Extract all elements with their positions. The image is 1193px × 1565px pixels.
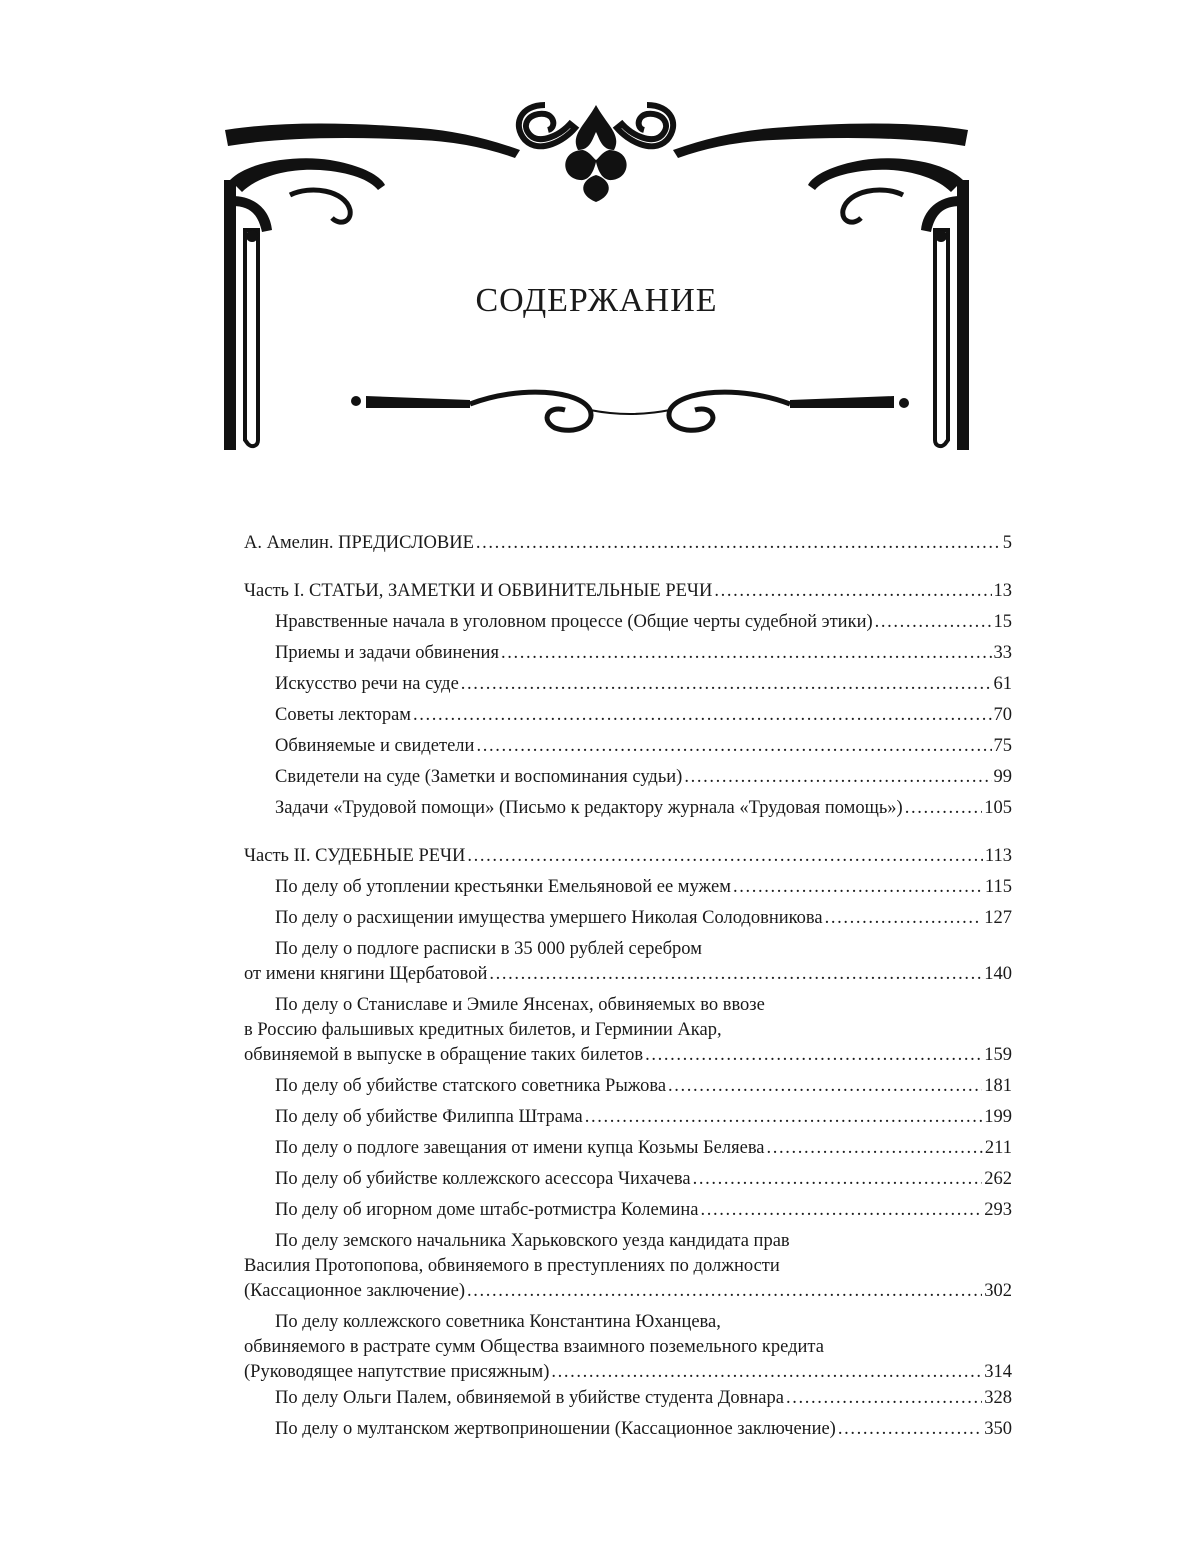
dot-leader [413, 703, 991, 728]
toc-page-number: 33 [993, 643, 1012, 663]
frame-lower-right-dot [899, 398, 909, 408]
toc-entry[interactable] [244, 1074, 1012, 1099]
toc-page-number: 199 [984, 1107, 1012, 1127]
toc-entry-title: (Кассационное заключение) [244, 1281, 466, 1301]
toc-page-number: 211 [984, 1138, 1012, 1158]
dot-leader [825, 906, 983, 931]
toc-section [244, 531, 1012, 556]
dot-leader [551, 1360, 982, 1385]
toc-part-entry[interactable] [244, 531, 1012, 556]
dot-leader [645, 1043, 982, 1068]
toc-page-number: 127 [984, 908, 1012, 928]
toc-entry[interactable] [244, 796, 1012, 821]
dot-leader [733, 875, 983, 900]
frame-lower-right-bar [790, 396, 894, 408]
toc-entry[interactable] [244, 672, 1012, 697]
toc-entry[interactable] [244, 906, 1012, 931]
dot-leader [461, 672, 992, 697]
toc-page-number: 350 [984, 1419, 1012, 1439]
dot-leader [489, 962, 982, 987]
dot-leader [693, 1167, 983, 1192]
toc-entry-title: По делу об убийстве статского советника Рыжова [275, 1076, 667, 1096]
toc-entry-title-line: По делу коллежского советника Константина Юханцева, [275, 1312, 721, 1332]
toc-entry[interactable] [244, 1105, 1012, 1130]
toc-section [244, 844, 1012, 1442]
toc-entry-title: Искусство речи на суде [275, 674, 459, 694]
dot-leader [767, 1136, 983, 1161]
toc-entry[interactable] [244, 641, 1012, 666]
toc-entry-title: Приемы и задачи обвинения [275, 643, 499, 663]
page-title: СОДЕРЖАНИЕ [475, 282, 718, 319]
toc-entry-title-line: По делу земского начальника Харьковского уезда кандидата прав [275, 1231, 790, 1251]
toc-entry-title: По делу о расхищении имущества умершего Николая Солодовникова [275, 908, 823, 928]
toc-page-number: 99 [993, 767, 1012, 787]
dot-leader [501, 641, 992, 666]
toc-entry[interactable] [244, 1198, 1012, 1223]
toc-entry-title: По делу об убийстве Филиппа Штрама [275, 1107, 583, 1127]
toc-entry-title: Обвиняемые и свидетели [275, 736, 475, 756]
frame-lower-left-bar [366, 396, 470, 408]
table-of-contents [244, 525, 1012, 1442]
toc-page-number: 181 [984, 1076, 1012, 1096]
toc-entry-title-line: Василия Протопопова, обвиняемого в преступлениях по должности [244, 1256, 780, 1276]
toc-entry-title: По делу об убийстве коллежского асессора Чихачева [275, 1169, 691, 1189]
toc-page-number: 61 [993, 674, 1012, 694]
dot-leader [476, 531, 1001, 556]
toc-page-number: 15 [993, 612, 1012, 632]
toc-entry-title: По делу Ольги Палем, обвиняемой в убийстве студента Довнара [275, 1388, 784, 1408]
frame-right-corner [808, 158, 963, 192]
toc-page-number: 105 [984, 798, 1012, 818]
toc-page-number: 262 [984, 1169, 1012, 1189]
frame-left-corner [230, 158, 385, 192]
toc-entry-title: Нравственные начала в уголовном процессе (Общие черты судебной этики) [275, 612, 873, 632]
frame-top-right-bar [673, 123, 968, 158]
toc-entry-title: обвиняемой в выпуске в обращение таких билетов [244, 1045, 644, 1065]
toc-entry[interactable] [244, 875, 1012, 900]
dot-leader [875, 610, 992, 635]
toc-page-number: 140 [984, 964, 1012, 984]
toc-entry-title-line: По делу о Станиславе и Эмиле Янсенах, обвиняемых во ввозе [275, 995, 765, 1015]
toc-page-number: 314 [984, 1362, 1012, 1382]
toc-entry-title: По делу об игорном доме штабс-ротмистра Колемина [275, 1200, 699, 1220]
toc-page-number: 293 [984, 1200, 1012, 1220]
toc-entry-title: Советы лекторам [275, 705, 412, 725]
toc-entry[interactable] [244, 1386, 1012, 1411]
toc-page-number: 328 [984, 1388, 1012, 1408]
decorative-frame [0, 0, 1193, 470]
dot-leader [585, 1105, 983, 1130]
toc-entry-title-line: обвиняемого в растрате сумм Общества взаимного поземельного кредита [244, 1337, 824, 1357]
frame-lower-center-scroll [470, 392, 591, 430]
toc-page-number: 302 [984, 1281, 1012, 1301]
toc-entry-title: По делу об утоплении крестьянки Емельяновой ее мужем [275, 877, 731, 897]
toc-entry[interactable] [244, 734, 1012, 759]
toc-entry-title: А. Амелин. ПРЕДИСЛОВИЕ [244, 533, 474, 553]
dot-leader [714, 579, 991, 604]
frame-center-ornament [576, 105, 617, 150]
toc-entry[interactable] [244, 765, 1012, 790]
toc-entry[interactable] [244, 1167, 1012, 1192]
toc-entry[interactable] [244, 703, 1012, 728]
toc-section [244, 579, 1012, 821]
toc-entry[interactable] [244, 1136, 1012, 1161]
dot-leader [476, 734, 991, 759]
toc-entry-title-line: По делу о подлоге расписки в 35 000 рублей серебром [275, 939, 702, 959]
dot-leader [467, 1279, 982, 1304]
toc-page-number: 70 [993, 705, 1012, 725]
toc-entry-title: По делу о мултанском жертвоприношении (Кассационное заключение) [275, 1419, 836, 1439]
toc-entry-title: Часть I. СТАТЬИ, ЗАМЕТКИ И ОБВИНИТЕЛЬНЫЕ РЕЧИ [244, 581, 713, 601]
toc-page-number: 159 [984, 1045, 1012, 1065]
dot-leader [786, 1386, 982, 1411]
toc-entry-title: Часть II. СУДЕБНЫЕ РЕЧИ [244, 846, 466, 866]
toc-entry[interactable] [244, 937, 1012, 987]
frame-lower-left-dot [351, 396, 361, 406]
dot-leader [838, 1417, 982, 1442]
toc-part-entry[interactable] [244, 579, 1012, 604]
toc-entry-title: По делу о подлоге завещания от имени купца Козьмы Беляева [275, 1138, 765, 1158]
toc-entry-title: от имени княгини Щербатовой [244, 964, 488, 984]
toc-page-number: 115 [984, 877, 1012, 897]
toc-page-number: 13 [993, 581, 1012, 601]
toc-page-number: 113 [984, 846, 1012, 866]
toc-entry-title: Свидетели на суде (Заметки и воспоминания судьи) [275, 767, 683, 787]
dot-leader [668, 1074, 982, 1099]
toc-entry-title: Задачи «Трудовой помощи» (Письмо к редактору журнала «Трудовая помощь») [275, 798, 903, 818]
toc-part-entry[interactable] [244, 844, 1012, 869]
toc-page-number: 5 [1002, 533, 1012, 553]
toc-entry-title-line: в Россию фальшивых кредитных билетов, и Герминии Акар, [244, 1020, 722, 1040]
toc-entry[interactable] [244, 610, 1012, 635]
dot-leader [684, 765, 991, 790]
toc-entry[interactable] [244, 1310, 1012, 1385]
dot-leader [467, 844, 983, 869]
toc-page-number: 75 [993, 736, 1012, 756]
toc-entry[interactable] [244, 993, 1012, 1068]
toc-entry-title: (Руководящее напутствие присяжным) [244, 1362, 550, 1382]
dot-leader [905, 796, 983, 821]
dot-leader [700, 1198, 982, 1223]
frame-top-left-bar [225, 123, 520, 158]
toc-entry[interactable] [244, 1417, 1012, 1442]
toc-entry[interactable] [244, 1229, 1012, 1304]
